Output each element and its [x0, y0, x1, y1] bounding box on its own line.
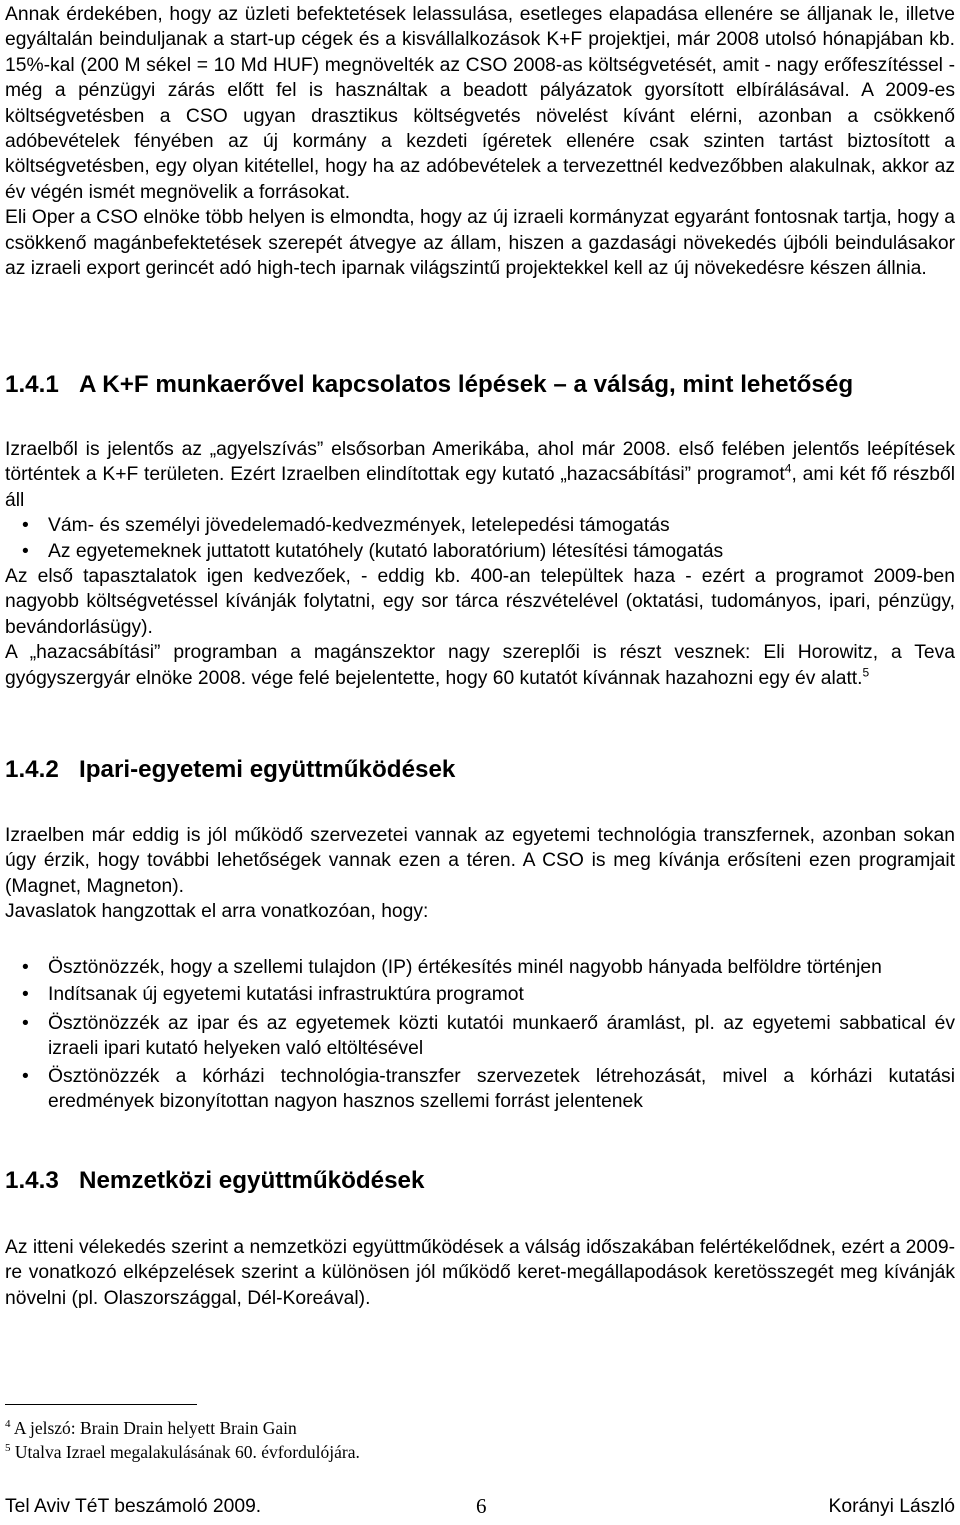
section-heading-1-4-2 — [5, 755, 455, 785]
footnotes — [5, 1416, 360, 1464]
paragraph-first-experiences: Az első tapasztalatok igen kedvezőek, - eddig kb. 400-an települtek haza - ezért a programot 2009-ben nagyobb költségvetéssel kívánják folytatni, egy sor tárca részvételével (oktatási, tudományos, ipari, pénzügy, bevándorlásügy). — [5, 566, 955, 638]
footnote-separator — [5, 1404, 197, 1405]
footnote-ref-5: 5 — [862, 665, 870, 680]
paragraph-tech-transfer: Izraelben már eddig is jól működő szervezetei vannak az egyetemi technológia transzfernek, azonban sokan úgy érzik, hogy további lehetőségek vannak ezen a téren. A CSO is meg kívánja erősíteni ezen programjait (Magnet, Magneton). — [5, 825, 955, 897]
footnote-5: $^5$ Utalva Izrael megalakulásának 60. évfordulójára. — [5, 1442, 360, 1462]
section-number: 1.4.1 — [5, 371, 59, 398]
paragraph-eli-oper: Eli Oper a CSO elnöke több helyen is elmondta, hogy az új izraeli kormányzat egyaránt fontosnak tartja, hogy a csökkenő magánbefektetések szerepét átvegye az állam, hiszen a gazdasági növekedés újbóli beindulásakor az izraeli export gerincét adó high-tech iparnak világszintű projektekkel kell az új növekedésre készen állnia. — [5, 207, 955, 280]
paragraph-teva: A „hazacsábítási” programban a magánszektor nagy szereplői is részt vesznek: Eli Horowitz, a Teva gyógyszergyár elnöke 2008. vége felé bejelentette, hogy 60 kutatót kívánnak hazahozni egy év alatt.$^5$ — [5, 642, 955, 689]
list-item: • Indítsanak új egyetemi kutatási infrastruktúra programot — [5, 982, 955, 1007]
bullet-icon: • — [22, 540, 29, 562]
footnote-4: $^4$ A jelszó: Brain Drain helyett Brain Gain — [5, 1418, 297, 1438]
bullet-icon: • — [22, 984, 29, 1006]
bullet-icon: • — [22, 515, 29, 537]
paragraph-brain-drain: Izraelből is jelentős az „agyelszívás” elsősorban Amerikába, ahol már 2008. első felében jelentős leépítések történtek a K+F területen. Ezért Izraelben elindítottak egy kutató „hazacsábítási” programot$^4$, ami két fő részből áll — [5, 439, 955, 511]
section-title: Nemzetközi együttműködések — [79, 1167, 425, 1194]
footer-author: Korányi László — [828, 1496, 955, 1517]
section-number: 1.4.3 — [5, 1167, 59, 1194]
bullet-icon: • — [22, 1012, 29, 1034]
paragraph-international: Az itteni vélekedés szerint a nemzetközi együttműködések a válság időszakában felértékelődnek, ezért a 2009-re vonatkozó elképzelések szerint a különösen jól működő keret-megállapodások keretösszegét meg kívánják növelni (pl. Olaszországgal, Dél-Koreával). — [5, 1237, 955, 1309]
section-title: Ipari-egyetemi együttműködések — [79, 756, 456, 783]
section-title: A K+F munkaerővel kapcsolatos lépések – a válság, mint lehetőség — [79, 371, 854, 398]
section-heading-1-4-1 — [5, 370, 853, 400]
list-item: • Ösztönözzék, hogy a szellemi tulajdon (IP) értékesítés minél nagyobb hányada belföldre történjen — [5, 955, 955, 980]
bullet-icon: • — [22, 1065, 29, 1087]
paragraph-proposals-intro: Javaslatok hangzottak el arra vonatkozóan, hogy: — [5, 901, 429, 923]
page-number: 6 — [476, 1494, 487, 1518]
footer-report-title: Tel Aviv TéT beszámoló 2009. — [5, 1496, 262, 1517]
list-item: • Ösztönözzék az ipar és az egyetemek közti kutatói munkaerő áramlást, pl. az egyetemi sabbatical év izraeli ipari kutató helyeken való eltöltésével — [22, 1012, 955, 1060]
list-item: • Vám- és személyi jövedelemadó-kedvezmények, letelepedési támogatás — [5, 513, 955, 538]
bullet-list-program — [5, 513, 955, 564]
bullet-icon: • — [22, 957, 29, 978]
list-item: • Ösztönözzék a kórházi technológia-transzfer szervezetek létrehozását, mivel a kórházi kutatási eredmények bizonyítottan nagyon hasznos szellemi forrást jelentenek — [22, 1065, 955, 1113]
bullet-list-proposals — [5, 955, 955, 1114]
section-heading-1-4-3 — [5, 1166, 424, 1196]
footnote-ref-4: 4 — [784, 461, 792, 476]
list-item: • Az egyetemeknek juttatott kutatóhely (kutató laboratórium) létesítési támogatás — [5, 539, 955, 564]
paragraph-budget: Annak érdekében, hogy az üzleti befektetések lelassulása, esetleges elapadása ellenére se álljanak le, illetve egyáltalán beinduljanak a start-up cégek és a kisvállalkozások K+F projektjei, már 2008 utolsó hónapjában kb. 15%-kal (200 M sékel = 10 Md HUF) megnövelték az CSO 2008-as költségvetését, amit - nagy erőfeszítéssel - még a pénzügyi zárás előtt fel is használtak a beadott pályázatok gyorsított elbírálásával. A 2009-es költségvetésben a CSO ugyan drasztikus költségvetés növelést kívánt elérni, azonban a csökkenő adóbevételek fényében az új kormány a kezdeti ígéretek ellenére csak szinten tartást biztosított a költségvetésben, egy olyan kitétellel, hogy ha az adóbevételek a tervezettnél kedvezőbben alakulnak, akkor az év végén ismét megnövelik a forrásokat. — [5, 4, 955, 203]
section-number: 1.4.2 — [5, 756, 59, 783]
